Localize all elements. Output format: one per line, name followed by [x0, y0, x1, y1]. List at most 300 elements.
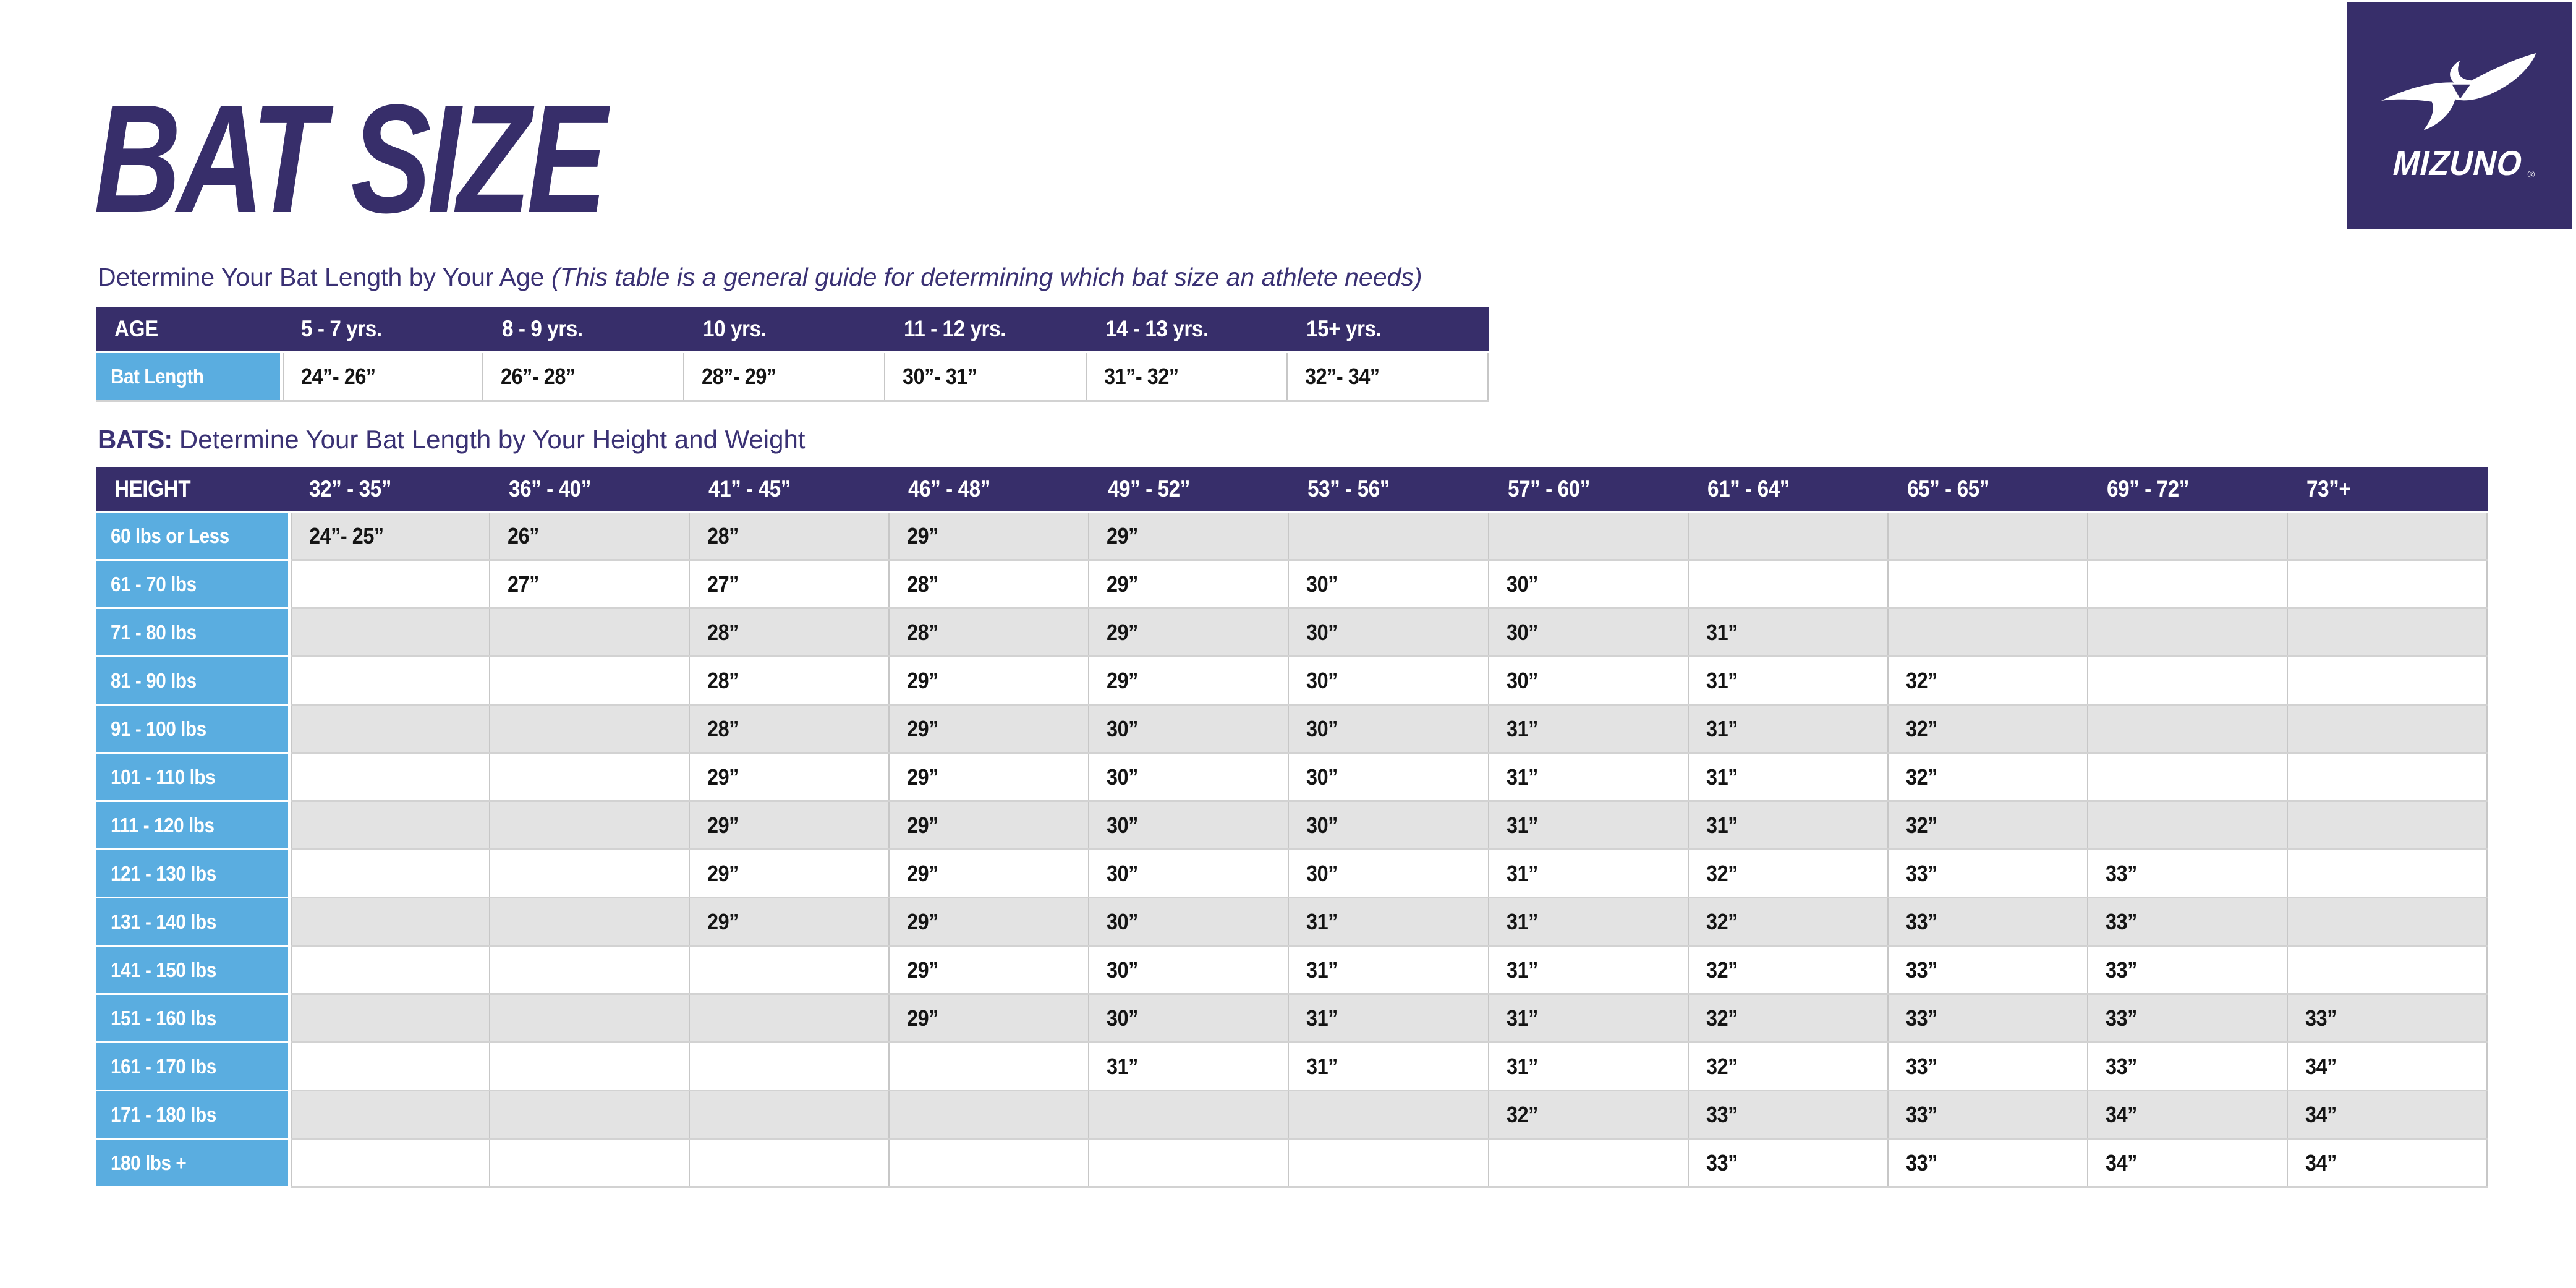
size-value-cell-text: 33”	[1706, 1149, 1738, 1175]
size-header-cell	[291, 467, 490, 511]
size-value-cell	[291, 1043, 490, 1090]
size-value-cell	[1289, 561, 1489, 607]
size-value-cell-text: 29”	[907, 812, 939, 838]
size-value-cell-text: 29”	[707, 812, 739, 838]
size-table-header-row	[96, 467, 2488, 511]
size-value-cell	[1489, 513, 1689, 559]
weight-label	[96, 561, 291, 607]
size-value-cell-text: 33”	[1905, 908, 1937, 934]
size-value-cell	[1089, 802, 1289, 848]
size-value-cell	[1489, 657, 1689, 704]
size-value-cell	[890, 947, 1089, 993]
size-table-row	[96, 1043, 2488, 1090]
size-value-cell-text: 29”	[907, 667, 939, 693]
age-value-cell	[1288, 353, 1489, 400]
size-value-cell-text: 31”	[1506, 860, 1538, 886]
size-value-cell-text: 30”	[1306, 715, 1338, 741]
size-value-cell	[890, 1043, 1089, 1090]
size-value-cell	[1489, 706, 1689, 752]
weight-label-text: 171 - 180 lbs	[111, 1102, 216, 1126]
size-value-cell	[690, 561, 890, 607]
age-value-cell	[1087, 353, 1288, 400]
size-value-cell	[2288, 1140, 2488, 1186]
size-table-row	[96, 850, 2488, 897]
size-value-cell-text: 30”	[1306, 812, 1338, 838]
size-value-cell-text: 24”- 25”	[309, 522, 384, 548]
size-value-cell-text: 29”	[907, 860, 939, 886]
age-value-cell-text: 28”- 29”	[702, 364, 776, 389]
size-value-cell-text: 34”	[2305, 1101, 2337, 1127]
size-value-cell	[291, 1140, 490, 1186]
size-value-cell	[1489, 947, 1689, 993]
size-value-cell-text: 32”	[1905, 812, 1937, 838]
size-value-cell-text: 30”	[1107, 860, 1139, 886]
size-value-cell	[1089, 1043, 1289, 1090]
size-value-cell-text: 32”	[1905, 764, 1937, 790]
size-value-cell-text: 34”	[2305, 1149, 2337, 1175]
size-value-cell	[1689, 802, 1889, 848]
size-value-cell	[1089, 947, 1289, 993]
size-value-cell-text: 34”	[2105, 1149, 2137, 1175]
age-value-cell	[283, 353, 483, 400]
mizuno-wordmark-text: MIZUNO	[2389, 143, 2527, 182]
size-value-cell	[690, 1091, 890, 1138]
size-value-cell	[2288, 995, 2488, 1041]
size-value-cell	[1289, 802, 1489, 848]
size-value-cell-text: 33”	[1905, 1053, 1937, 1079]
size-table-row	[96, 802, 2488, 848]
subtitle-italic-note: (This table is a general guide for determining which bat size an athlete needs)	[551, 263, 1422, 291]
size-value-cell	[690, 609, 890, 655]
size-value-cell	[1689, 754, 1889, 800]
size-value-cell	[490, 802, 690, 848]
weight-label-text: 141 - 150 lbs	[111, 958, 216, 981]
size-value-cell	[2088, 609, 2288, 655]
size-table-row	[96, 706, 2488, 752]
size-value-cell	[1889, 657, 2088, 704]
age-header-cell-text: 15+ yrs.	[1306, 316, 1382, 341]
size-value-cell-text: 29”	[907, 522, 939, 548]
size-header-label	[96, 467, 291, 511]
size-value-cell-text: 33”	[1706, 1101, 1738, 1127]
size-value-cell	[2288, 1091, 2488, 1138]
size-value-cell	[1689, 995, 1889, 1041]
age-bat-length-table	[96, 307, 1489, 400]
size-value-cell-text: 28”	[707, 619, 739, 645]
subtitle-plain: Determine Your Bat Length by Your Age	[98, 263, 551, 291]
size-value-cell-text: 31”	[1506, 957, 1538, 983]
size-value-cell-text: 32”	[1905, 667, 1937, 693]
size-value-cell	[490, 898, 690, 945]
size-value-cell-text: 29”	[907, 908, 939, 934]
mizuno-wordmark	[2384, 143, 2535, 183]
size-header-cell-text: 69” - 72”	[2106, 476, 2189, 501]
weight-label-text: 111 - 120 lbs	[111, 813, 215, 837]
size-header-cell	[1489, 467, 1689, 511]
size-header-cell-text: 46” - 48”	[908, 476, 991, 501]
size-value-cell	[490, 561, 690, 607]
weight-label	[96, 995, 291, 1041]
size-value-cell-text: 29”	[707, 860, 739, 886]
size-header-cell-text: 32” - 35”	[309, 476, 391, 501]
size-value-cell-text: 30”	[1107, 1005, 1139, 1031]
size-value-cell	[1889, 802, 2088, 848]
size-value-cell-text: 33”	[2105, 860, 2137, 886]
size-value-cell-text: 29”	[707, 908, 739, 934]
size-value-cell	[490, 1140, 690, 1186]
size-value-cell	[1289, 947, 1489, 993]
size-value-cell	[2288, 802, 2488, 848]
size-value-cell	[890, 995, 1089, 1041]
size-value-cell	[1489, 561, 1689, 607]
size-value-cell-text: 31”	[1506, 715, 1538, 741]
size-value-cell	[890, 657, 1089, 704]
weight-label-text: 121 - 130 lbs	[111, 861, 216, 885]
weight-label	[96, 609, 291, 655]
size-value-cell-text: 28”	[707, 667, 739, 693]
weight-label-text: 161 - 170 lbs	[111, 1054, 216, 1078]
size-value-cell	[1089, 995, 1289, 1041]
size-value-cell-text: 31”	[1306, 908, 1338, 934]
size-value-cell-text: 33”	[1905, 860, 1937, 886]
size-value-cell-text: 31”	[1706, 667, 1738, 693]
weight-label-text: 180 lbs +	[111, 1151, 187, 1174]
size-value-cell	[1689, 609, 1889, 655]
weight-label	[96, 754, 291, 800]
size-value-cell	[1289, 513, 1489, 559]
size-table-row	[96, 754, 2488, 800]
size-value-cell	[890, 513, 1089, 559]
size-value-cell	[2088, 898, 2288, 945]
size-value-cell	[690, 706, 890, 752]
size-header-cell-text: 61” - 64”	[1707, 476, 1790, 501]
size-value-cell	[1489, 1140, 1689, 1186]
size-value-cell	[1089, 657, 1289, 704]
size-value-cell	[490, 657, 690, 704]
size-value-cell	[291, 657, 490, 704]
size-header-cell	[1089, 467, 1289, 511]
size-value-cell	[291, 802, 490, 848]
size-value-cell	[1889, 898, 2088, 945]
size-value-cell-text: 31”	[1706, 812, 1738, 838]
size-value-cell-text: 30”	[1107, 715, 1139, 741]
size-value-cell-text: 30”	[1306, 667, 1338, 693]
size-value-cell	[1089, 898, 1289, 945]
size-value-cell	[890, 802, 1089, 848]
size-value-cell	[2088, 802, 2288, 848]
size-value-cell	[890, 706, 1089, 752]
size-value-cell-text: 31”	[1506, 908, 1538, 934]
size-value-cell-text: 30”	[1306, 619, 1338, 645]
size-value-cell	[690, 995, 890, 1041]
size-value-cell-text: 28”	[907, 571, 939, 597]
size-value-cell-text: 34”	[2105, 1101, 2137, 1127]
size-value-cell	[2088, 657, 2288, 704]
size-value-cell	[490, 1091, 690, 1138]
age-header-cell	[1087, 307, 1288, 351]
size-value-cell	[2288, 898, 2488, 945]
mizuno-logo	[2347, 2, 2572, 229]
size-value-cell	[1889, 850, 2088, 897]
size-value-cell	[490, 947, 690, 993]
size-value-cell	[890, 1091, 1089, 1138]
size-value-cell-text: 30”	[1306, 860, 1338, 886]
size-value-cell-text: 32”	[1706, 1005, 1738, 1031]
size-value-cell	[1689, 513, 1889, 559]
size-value-cell	[2088, 706, 2288, 752]
size-header-cell	[1689, 467, 1889, 511]
size-value-cell-text: 29”	[1107, 667, 1139, 693]
size-value-cell-text: 31”	[1107, 1053, 1139, 1079]
age-header-cell	[684, 307, 885, 351]
size-value-cell-text: 27”	[707, 571, 739, 597]
size-value-cell	[490, 1043, 690, 1090]
size-value-cell	[1889, 1043, 2088, 1090]
size-value-cell-text: 31”	[1306, 1005, 1338, 1031]
size-value-cell-text: 28”	[707, 715, 739, 741]
size-value-cell-text: 30”	[1107, 764, 1139, 790]
size-value-cell	[1289, 1140, 1489, 1186]
size-value-cell	[1489, 1091, 1689, 1138]
size-value-cell	[2288, 1043, 2488, 1090]
weight-label	[96, 657, 291, 704]
size-value-cell-text: 29”	[907, 957, 939, 983]
size-value-cell	[1089, 1091, 1289, 1138]
bats-heading-bold: BATS:	[98, 425, 172, 454]
size-value-cell	[490, 609, 690, 655]
size-value-cell	[1489, 802, 1689, 848]
size-table-row	[96, 898, 2488, 945]
size-table-row	[96, 1091, 2488, 1138]
size-value-cell	[2288, 513, 2488, 559]
bats-heading-rest: Determine Your Bat Length by Your Height and Weight	[172, 425, 806, 454]
age-header-cell	[283, 307, 483, 351]
size-value-cell	[1689, 1140, 1889, 1186]
size-value-cell	[890, 898, 1089, 945]
size-value-cell-text: 30”	[1107, 908, 1139, 934]
weight-label-text: 151 - 160 lbs	[111, 1006, 216, 1030]
size-header-cell-text: 36” - 40”	[509, 476, 592, 501]
size-table-row	[96, 561, 2488, 607]
size-value-cell	[690, 898, 890, 945]
registered-mark: ®	[2527, 169, 2535, 180]
size-value-cell-text: 29”	[1107, 571, 1139, 597]
size-value-cell	[1889, 947, 2088, 993]
age-header-cell-text: 5 - 7 yrs.	[301, 316, 382, 341]
size-table-body	[96, 513, 2488, 1186]
age-value-cell-text: 32”- 34”	[1304, 364, 1380, 389]
size-value-cell-text: 31”	[1706, 715, 1738, 741]
size-value-cell	[690, 513, 890, 559]
size-value-cell-text: 30”	[1107, 812, 1139, 838]
size-value-cell	[1689, 706, 1889, 752]
size-value-cell-text: 28”	[907, 619, 939, 645]
size-value-cell-text: 33”	[2105, 957, 2137, 983]
size-value-cell	[1489, 850, 1689, 897]
age-header-cell	[483, 307, 684, 351]
size-value-cell	[490, 850, 690, 897]
size-value-cell	[1289, 1043, 1489, 1090]
size-value-cell-text: 30”	[1506, 571, 1538, 597]
size-value-cell	[2288, 609, 2488, 655]
size-value-cell	[890, 561, 1089, 607]
size-value-cell	[1289, 657, 1489, 704]
age-header-label-text: AGE	[114, 316, 158, 341]
weight-label-text: 131 - 140 lbs	[111, 910, 216, 933]
size-value-cell	[1089, 1140, 1289, 1186]
age-value-cell-text: 31”- 32”	[1103, 364, 1179, 389]
size-value-cell	[490, 754, 690, 800]
weight-label	[96, 706, 291, 752]
size-header-cell-text: 49” - 52”	[1108, 476, 1191, 501]
page-title: BAT SIZE	[94, 72, 603, 245]
weight-label	[96, 802, 291, 848]
size-table-row	[96, 947, 2488, 993]
size-value-cell	[1889, 513, 2088, 559]
height-weight-bat-table	[96, 467, 2488, 1186]
size-value-cell	[1289, 754, 1489, 800]
size-value-cell-text: 30”	[1306, 571, 1338, 597]
size-value-cell-text: 29”	[1107, 522, 1139, 548]
size-value-cell	[1689, 1043, 1889, 1090]
weight-label	[96, 1091, 291, 1138]
size-value-cell	[1489, 995, 1689, 1041]
size-value-cell	[1289, 1091, 1489, 1138]
size-value-cell	[890, 1140, 1089, 1186]
size-value-cell	[1089, 561, 1289, 607]
size-value-cell	[2088, 995, 2288, 1041]
size-value-cell-text: 30”	[1107, 957, 1139, 983]
weight-label-text: 101 - 110 lbs	[111, 765, 216, 788]
weight-label	[96, 947, 291, 993]
weight-label	[96, 898, 291, 945]
size-value-cell	[690, 947, 890, 993]
size-value-cell-text: 33”	[2105, 908, 2137, 934]
size-value-cell	[291, 561, 490, 607]
size-header-cell	[2088, 467, 2288, 511]
size-value-cell	[1289, 609, 1489, 655]
age-table-data-row	[96, 353, 1489, 400]
size-value-cell-text: 30”	[1506, 667, 1538, 693]
size-value-cell-text: 29”	[707, 764, 739, 790]
size-value-cell-text: 30”	[1306, 764, 1338, 790]
size-value-cell	[690, 754, 890, 800]
weight-label	[96, 1043, 291, 1090]
size-value-cell	[690, 657, 890, 704]
size-value-cell	[291, 706, 490, 752]
size-value-cell	[291, 995, 490, 1041]
size-value-cell	[690, 1043, 890, 1090]
weight-label	[96, 513, 291, 559]
size-value-cell	[1289, 995, 1489, 1041]
size-header-cell	[1889, 467, 2088, 511]
age-row-label	[96, 353, 283, 400]
size-value-cell	[2288, 947, 2488, 993]
size-value-cell-text: 32”	[1905, 715, 1937, 741]
size-value-cell	[291, 1091, 490, 1138]
size-value-cell	[2088, 947, 2288, 993]
size-table-row	[96, 513, 2488, 559]
size-value-cell-text: 33”	[1905, 957, 1937, 983]
size-header-cell	[490, 467, 690, 511]
size-value-cell	[1689, 1091, 1889, 1138]
age-header-cell-text: 11 - 12 yrs.	[904, 316, 1006, 341]
size-value-cell	[1689, 561, 1889, 607]
size-value-cell	[1489, 898, 1689, 945]
size-value-cell	[1489, 1043, 1689, 1090]
age-header-cell-text: 10 yrs.	[703, 316, 767, 341]
size-value-cell-text: 34”	[2305, 1053, 2337, 1079]
size-value-cell	[1089, 754, 1289, 800]
age-value-cell	[483, 353, 684, 400]
size-header-cell-text: 73”+	[2306, 476, 2351, 501]
age-section-subtitle	[98, 262, 1422, 292]
age-value-cell-text: 30”- 31”	[903, 364, 978, 389]
size-value-cell-text: 33”	[1905, 1101, 1937, 1127]
size-value-cell	[2088, 850, 2288, 897]
size-value-cell	[1089, 850, 1289, 897]
size-value-cell	[2088, 1091, 2288, 1138]
size-value-cell-text: 29”	[907, 1005, 939, 1031]
size-value-cell-text: 31”	[1506, 812, 1538, 838]
size-value-cell-text: 32”	[1706, 860, 1738, 886]
size-value-cell	[890, 850, 1089, 897]
size-value-cell	[1089, 609, 1289, 655]
size-value-cell	[490, 706, 690, 752]
size-table-row	[96, 995, 2488, 1041]
age-value-cell	[885, 353, 1086, 400]
weight-label-text: 91 - 100 lbs	[111, 717, 206, 740]
size-table-row	[96, 1140, 2488, 1186]
size-value-cell	[490, 513, 690, 559]
size-value-cell-text: 31”	[1706, 619, 1738, 645]
size-value-cell	[1689, 850, 1889, 897]
size-value-cell	[2288, 561, 2488, 607]
size-value-cell-text: 32”	[1706, 908, 1738, 934]
age-header-cell-text: 14 - 13 yrs.	[1105, 316, 1209, 341]
size-value-cell	[1689, 947, 1889, 993]
size-value-cell	[1889, 609, 2088, 655]
weight-label-text: 71 - 80 lbs	[111, 620, 197, 644]
size-value-cell-text: 31”	[1306, 957, 1338, 983]
size-value-cell	[2288, 657, 2488, 704]
size-value-cell	[1889, 1140, 2088, 1186]
size-value-cell	[1689, 657, 1889, 704]
size-value-cell-text: 33”	[1905, 1149, 1937, 1175]
size-header-cell	[2288, 467, 2488, 511]
size-header-cell-text: 41” - 45”	[708, 476, 791, 501]
size-value-cell	[2088, 1140, 2288, 1186]
size-value-cell	[690, 1140, 890, 1186]
weight-label-text: 61 - 70 lbs	[111, 572, 197, 595]
age-header-cell	[1288, 307, 1489, 351]
size-header-cell-text: 53” - 56”	[1307, 476, 1390, 501]
size-value-cell-text: 31”	[1506, 764, 1538, 790]
size-value-cell	[490, 995, 690, 1041]
size-value-cell-text: 32”	[1706, 1053, 1738, 1079]
size-value-cell-text: 31”	[1506, 1005, 1538, 1031]
size-value-cell	[690, 802, 890, 848]
size-value-cell	[2288, 850, 2488, 897]
size-value-cell-text: 29”	[907, 764, 939, 790]
size-value-cell-text: 26”	[508, 522, 539, 548]
size-value-cell	[2288, 754, 2488, 800]
size-value-cell	[2088, 561, 2288, 607]
size-value-cell	[1889, 995, 2088, 1041]
size-value-cell	[1889, 754, 2088, 800]
size-value-cell-text: 32”	[1706, 957, 1738, 983]
size-value-cell	[291, 513, 490, 559]
